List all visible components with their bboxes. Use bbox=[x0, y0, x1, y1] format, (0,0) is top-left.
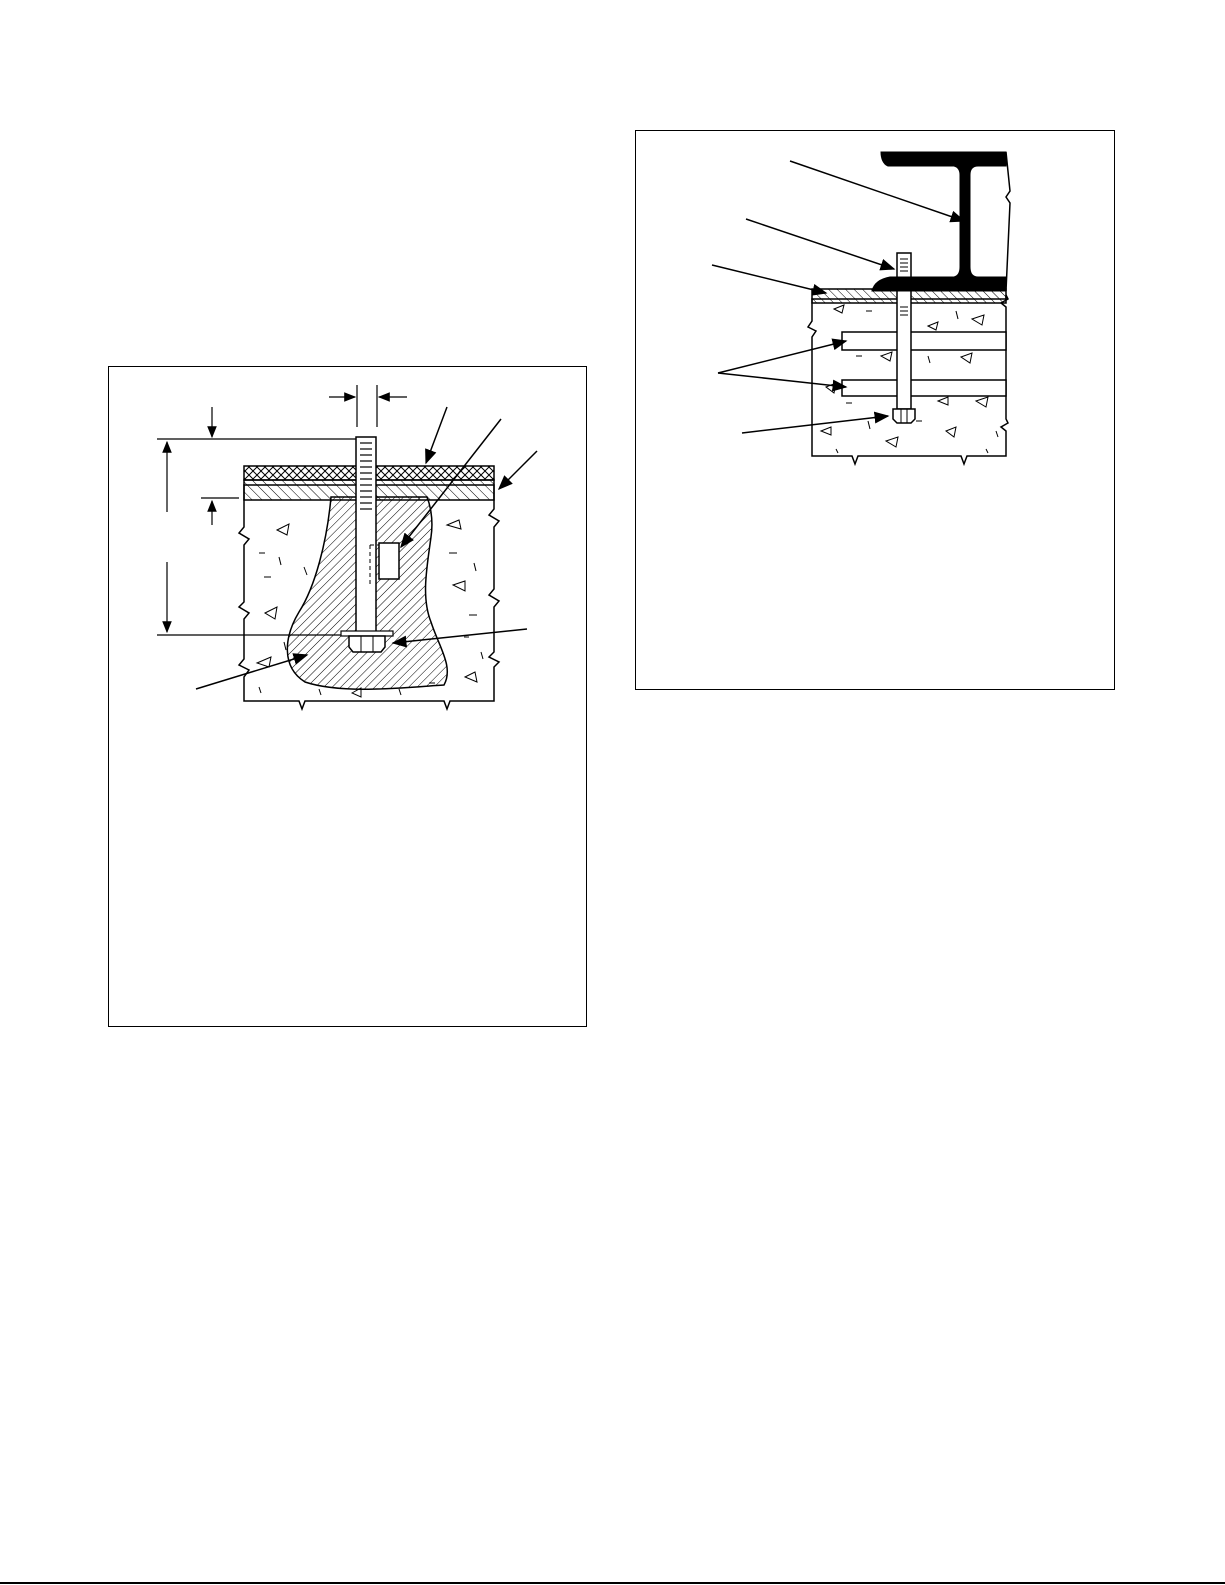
beam-anchor-section-drawing bbox=[636, 131, 1116, 691]
hex-nut bbox=[893, 409, 915, 423]
anchor-bolt-section-drawing bbox=[109, 367, 588, 1028]
hex-nut bbox=[349, 636, 385, 652]
bolt-sleeve bbox=[379, 543, 399, 579]
sleeve-lower bbox=[842, 380, 1006, 396]
anchor-bolt bbox=[356, 437, 376, 643]
figure-panel-beam-anchor bbox=[635, 130, 1115, 690]
wide-flange-beam bbox=[872, 152, 1006, 291]
page-bottom-rule bbox=[0, 1582, 1225, 1584]
sleeve-upper bbox=[842, 332, 1006, 350]
figure-panel-anchor-bolt bbox=[108, 366, 587, 1027]
anchor-bolt bbox=[897, 253, 911, 409]
